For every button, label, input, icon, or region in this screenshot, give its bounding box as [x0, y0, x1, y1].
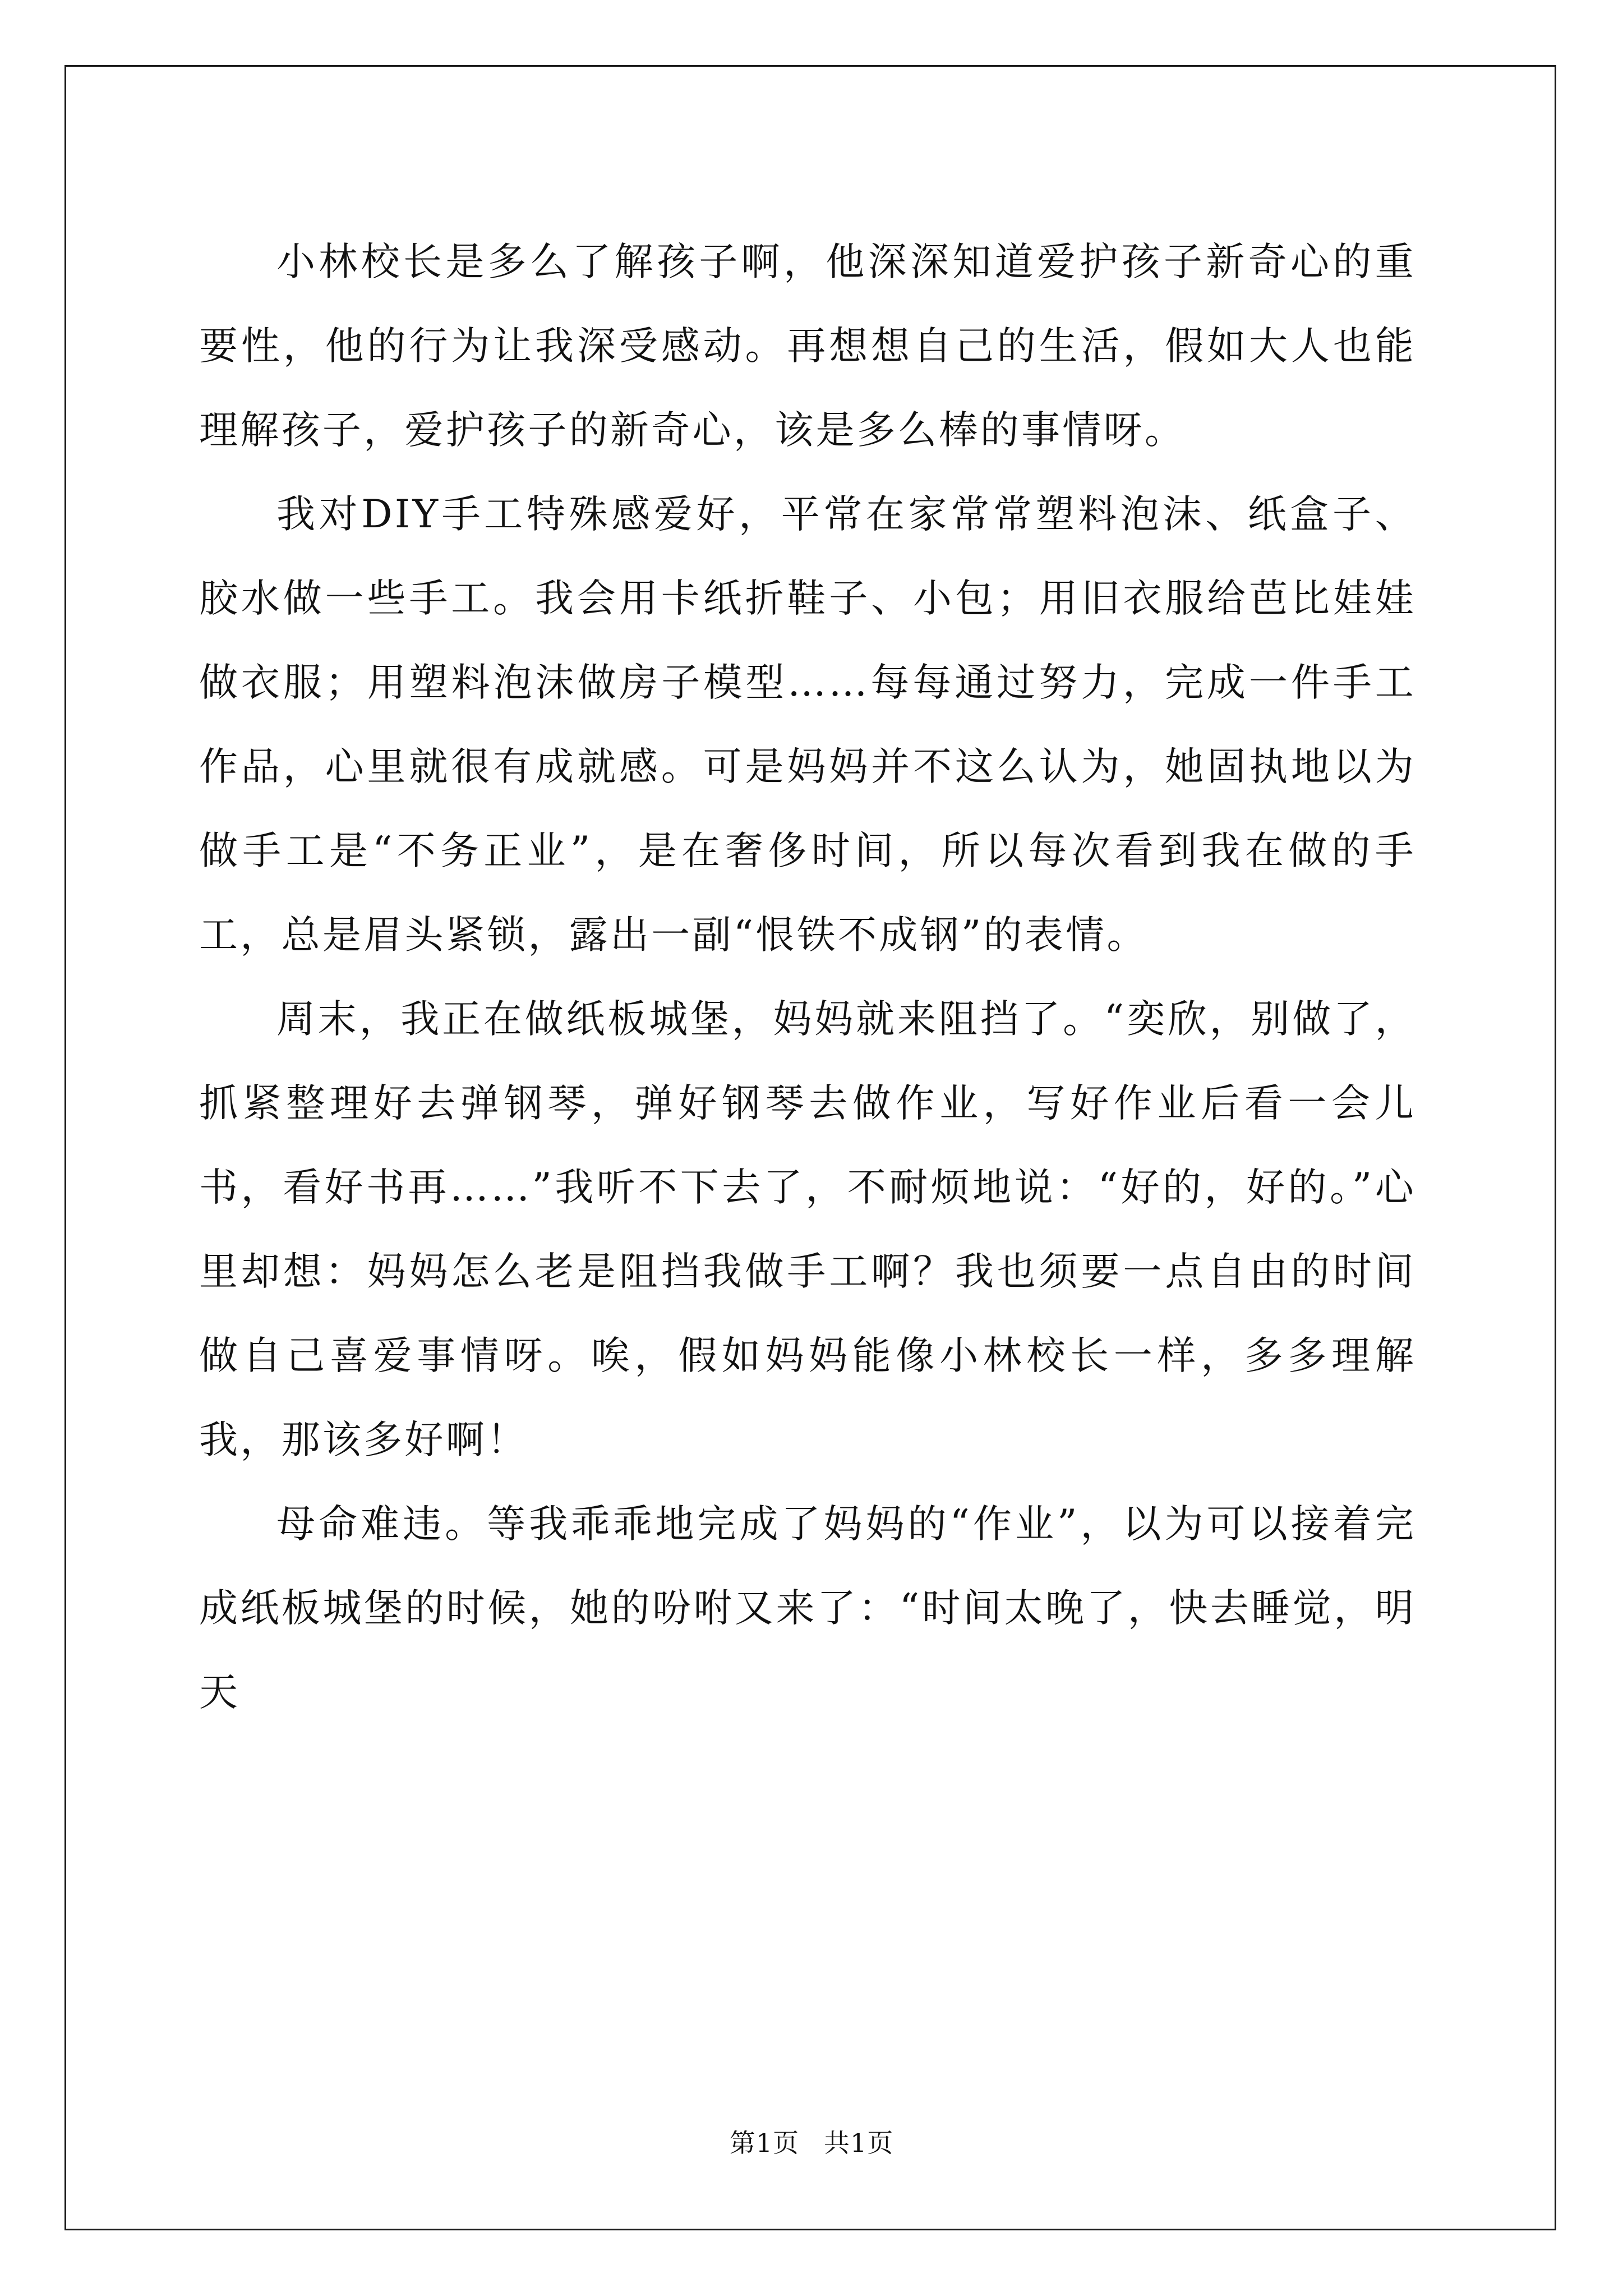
document-body: [199, 220, 1416, 1734]
paragraph-3: 周末，我正在做纸板城堡，妈妈就来阻挡了。“奕欣，别做了，抓紧整理好去弹钢琴，弹好钢琴去做作业，写好作业后看一会儿书，看好书再……”我听不下去了，不耐烦地说：“好的，好的。”心里却想：妈妈怎么老是阻挡我做手工啊？我也须要一点自由的时间做自己喜爱事情呀。唉，假如妈妈能像小林校长一样，多多理解我，那该多好啊！: [199, 997, 1416, 1462]
paragraph-2: 我对DIY手工特殊感爱好，平常在家常常塑料泡沫、纸盒子、胶水做一些手工。我会用卡纸折鞋子、小包；用旧衣服给芭比娃娃做衣服；用塑料泡沫做房子模型……每每通过努力，完成一件手工作品，心里就很有成就感。可是妈妈并不这么认为，她固执地以为做手工是“不务正业”，是在奢侈时间，所以每次看到我在做的手工，总是眉头紧锁，露出一副“恨铁不成钢”的表情。: [199, 492, 1416, 958]
total-page-count: 共1页: [824, 2128, 894, 2158]
current-page-number: 第1页: [729, 2128, 799, 2158]
page-footer: [0, 2126, 1623, 2160]
paragraph-1: 小林校长是多么了解孩子啊，他深深知道爱护孩子新奇心的重要性，他的行为让我深受感动。再想想自己的生活，假如大人也能理解孩子，爱护孩子的新奇心，该是多么棒的事情呀。: [199, 240, 1416, 453]
paragraph-4: 母命难违。等我乖乖地完成了妈妈的“作业”，以为可以接着完成纸板城堡的时候，她的吩咐又来了：“时间太晚了，快去睡觉，明天: [199, 1502, 1416, 1715]
